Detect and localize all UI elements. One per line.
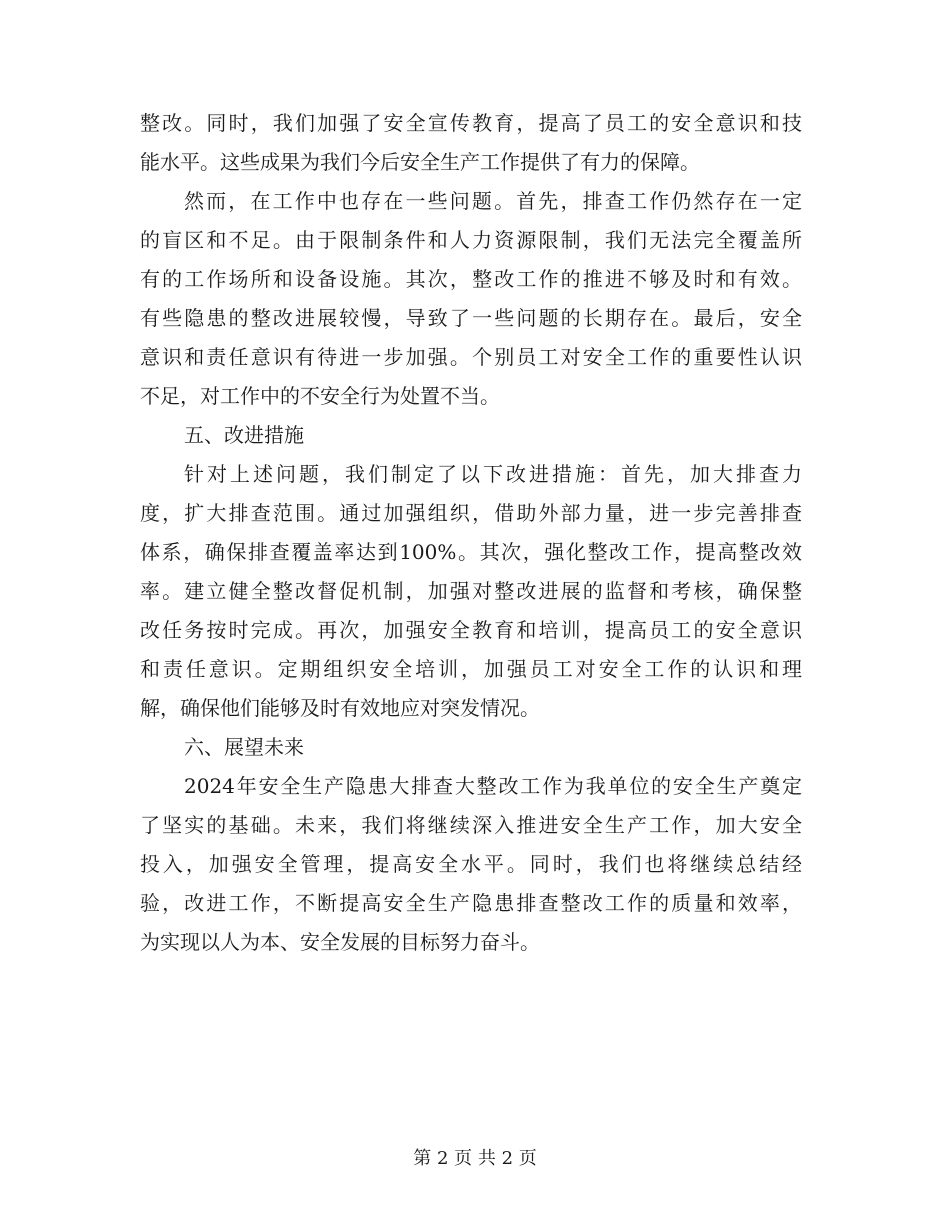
paragraph-line: 了坚实的基础。未来，我们将继续深入推进安全生产工作，加大安全 xyxy=(140,813,802,837)
paragraph-line: 能水平。这些成果为我们今后安全生产工作提供了有力的保障。 xyxy=(140,150,700,174)
paragraph-line: 不足，对工作中的不安全行为处置不当。 xyxy=(140,384,500,408)
document-body xyxy=(140,104,802,962)
paragraph-line: 有些隐患的整改进展较慢，导致了一些问题的长期存在。最后，安全 xyxy=(140,306,802,330)
paragraph-line: 体系，确保排查覆盖率达到100%。其次，强化整改工作，提高整改效 xyxy=(140,540,802,564)
paragraph-first-line: 然而，在工作中也存在一些问题。首先，排查工作仍然存在一定 xyxy=(184,189,802,213)
paragraph-first-line: 六、展望未来 xyxy=(184,735,304,759)
paragraph-line: 的盲区和不足。由于限制条件和人力资源限制，我们无法完全覆盖所 xyxy=(140,228,802,252)
paragraph-line: 为实现以人为本、安全发展的目标努力奋斗。 xyxy=(140,930,540,954)
paragraph-first-line: 针对上述问题，我们制定了以下改进措施：首先，加大排查力 xyxy=(184,462,802,486)
paragraph-line: 意识和责任意识有待进一步加强。个别员工对安全工作的重要性认识 xyxy=(140,345,802,369)
paragraph-line: 验，改进工作，不断提高安全生产隐患排查整改工作的质量和效率， xyxy=(140,891,802,915)
paragraph-line: 解，确保他们能够及时有效地应对突发情况。 xyxy=(140,696,540,720)
paragraph-first-line: 2024年安全生产隐患大排查大整改工作为我单位的安全生产奠定 xyxy=(184,774,802,798)
paragraph-line: 改任务按时完成。再次，加强安全教育和培训，提高员工的安全意识 xyxy=(140,618,802,642)
paragraph-line: 率。建立健全整改督促机制，加强对整改进展的监督和考核，确保整 xyxy=(140,579,802,603)
paragraph-first-line: 五、改进措施 xyxy=(184,423,304,447)
page-footer: 第 2 页 共 2 页 xyxy=(413,1148,537,1169)
paragraph-line: 度，扩大排查范围。通过加强组织，借助外部力量，进一步完善排查 xyxy=(140,501,802,525)
paragraph-line: 整改。同时，我们加强了安全宣传教育，提高了员工的安全意识和技 xyxy=(140,111,802,135)
paragraph-line: 有的工作场所和设备设施。其次，整改工作的推进不够及时和有效。 xyxy=(140,267,802,291)
paragraph-line: 投入，加强安全管理，提高安全水平。同时，我们也将继续总结经 xyxy=(140,852,802,876)
paragraph-line: 和责任意识。定期组织安全培训，加强员工对安全工作的认识和理 xyxy=(140,657,802,681)
